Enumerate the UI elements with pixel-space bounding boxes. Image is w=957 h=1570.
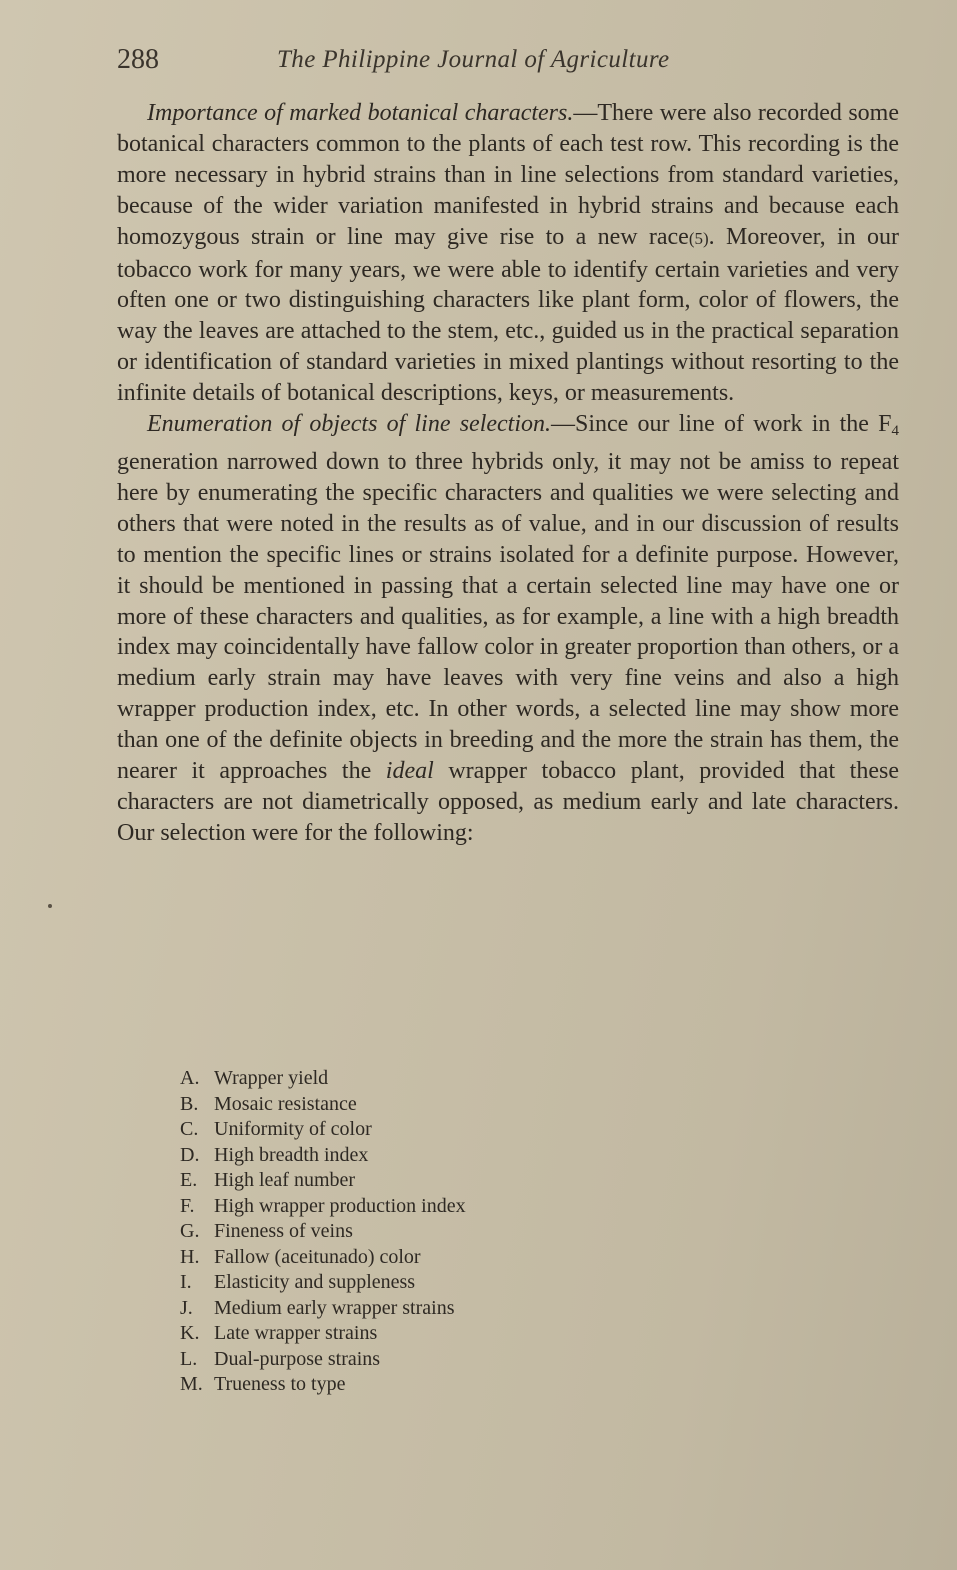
list-item-text: High wrapper production index — [214, 1194, 466, 1217]
list-item-text: Uniformity of color — [214, 1118, 372, 1140]
list-item-text: Late wrapper strains — [214, 1322, 378, 1344]
list-item-letter: G. — [180, 1220, 200, 1242]
list-item — [180, 1296, 680, 1322]
list-item-text: Mosaic resistance — [214, 1092, 357, 1115]
generation-subscript: 4 — [891, 423, 899, 440]
list-item — [180, 1372, 680, 1398]
list-item-text: Fineness of veins — [214, 1220, 353, 1242]
emphasis-ideal: ideal — [385, 758, 434, 785]
list-item — [180, 1117, 680, 1143]
list-item — [180, 1092, 680, 1118]
paragraph-heading: Enumeration of objects of line selection. — [147, 411, 552, 438]
list-item — [180, 1245, 680, 1271]
list-item-text: Elasticity and suppleness — [214, 1271, 416, 1293]
paragraph-text: —Since our line of work in the F — [551, 411, 892, 438]
list-item-text: Wrapper yield — [214, 1067, 329, 1089]
list-item-letter: K. — [180, 1322, 200, 1344]
list-item — [180, 1143, 680, 1169]
list-item-text: High breadth index — [214, 1143, 369, 1166]
paragraph-line-selection — [117, 409, 899, 849]
list-item-text: Dual-purpose strains — [214, 1347, 381, 1370]
list-item-letter: J. — [180, 1296, 193, 1319]
list-item-letter: A. — [180, 1067, 200, 1089]
list-item — [180, 1321, 680, 1347]
citation-reference: (5) — [688, 228, 709, 248]
running-title: The Philippine Journal of Agriculture — [277, 46, 670, 73]
selection-objects-list — [180, 1066, 680, 1398]
list-item-text: High leaf number — [214, 1169, 356, 1191]
paper-speck — [48, 904, 52, 908]
paragraph-text: generation narrowed down to three hybrids only, it may not be amiss to repeat here by enumerating the specific characters and qualities we were selecting and others that were noted in the results as of value, and in our discussion of results to mention the specific lines or strains isolated for a definite purpose. However, it should be mentioned in passing that a certain selected line may have one or more of these characters and qualities, as for example, a line with a high breadth index may coincidentally have fallow color in greater proportion than others, or a medium early strain may have leaves with very fine veins and also a high wrapper production index, etc. In other words, a selected line may show more than one of the definite objects in breeding and the more the strain has them, the nearer it approaches the — [117, 448, 899, 785]
list-item-letter: M. — [180, 1373, 203, 1395]
list-item-letter: C. — [180, 1118, 199, 1140]
list-item-letter: I. — [180, 1271, 192, 1293]
list-item — [180, 1194, 680, 1220]
list-item — [180, 1219, 680, 1245]
list-item-text: Trueness to type — [214, 1373, 346, 1395]
body-text — [117, 98, 899, 849]
list-item — [180, 1270, 680, 1296]
paragraph-heading: Importance of marked botanical characters. — [147, 100, 574, 126]
paragraph-text: wrapper tobacco plant, provided that these characters are not diametrically opposed, as medium early and late characters. Our selection were for the following: — [117, 758, 899, 846]
list-item — [180, 1168, 680, 1194]
list-item-letter: H. — [180, 1245, 200, 1268]
list-item-letter: L. — [180, 1347, 198, 1370]
paragraph-text: . Moreover, in our tobacco work for many years, we were able to identify certain varieties and very often one or two distinguishing characters like plant form, color of flowers, the way the leaves are attached to the stem, etc., guided us in the practical separation or identification of standard varieties in mixed plantings without resorting to the infinite details of botanical descriptions, keys, or measurements. — [117, 223, 899, 407]
page-number: 288 — [117, 44, 159, 75]
list-item — [180, 1066, 680, 1092]
list-item-letter: F. — [180, 1194, 195, 1217]
paragraph-text: —There were also recorded some botanical characters common to the plants of each test row. This recording is the more necessary in hybrid strains than in line selections from standard varieties, because of the wider variation manifested in hybrid strains and because each homozygous strain or line may give rise to a new race — [117, 100, 899, 250]
page-header — [117, 40, 897, 80]
list-item-letter: E. — [180, 1169, 198, 1191]
paragraph-botanical-characters — [117, 98, 899, 409]
list-item-letter: D. — [180, 1143, 200, 1166]
list-item-text: Fallow (aceitunado) color — [214, 1245, 421, 1268]
list-item-text: Medium early wrapper strains — [214, 1296, 455, 1319]
list-item — [180, 1347, 680, 1373]
list-item-letter: B. — [180, 1092, 199, 1115]
